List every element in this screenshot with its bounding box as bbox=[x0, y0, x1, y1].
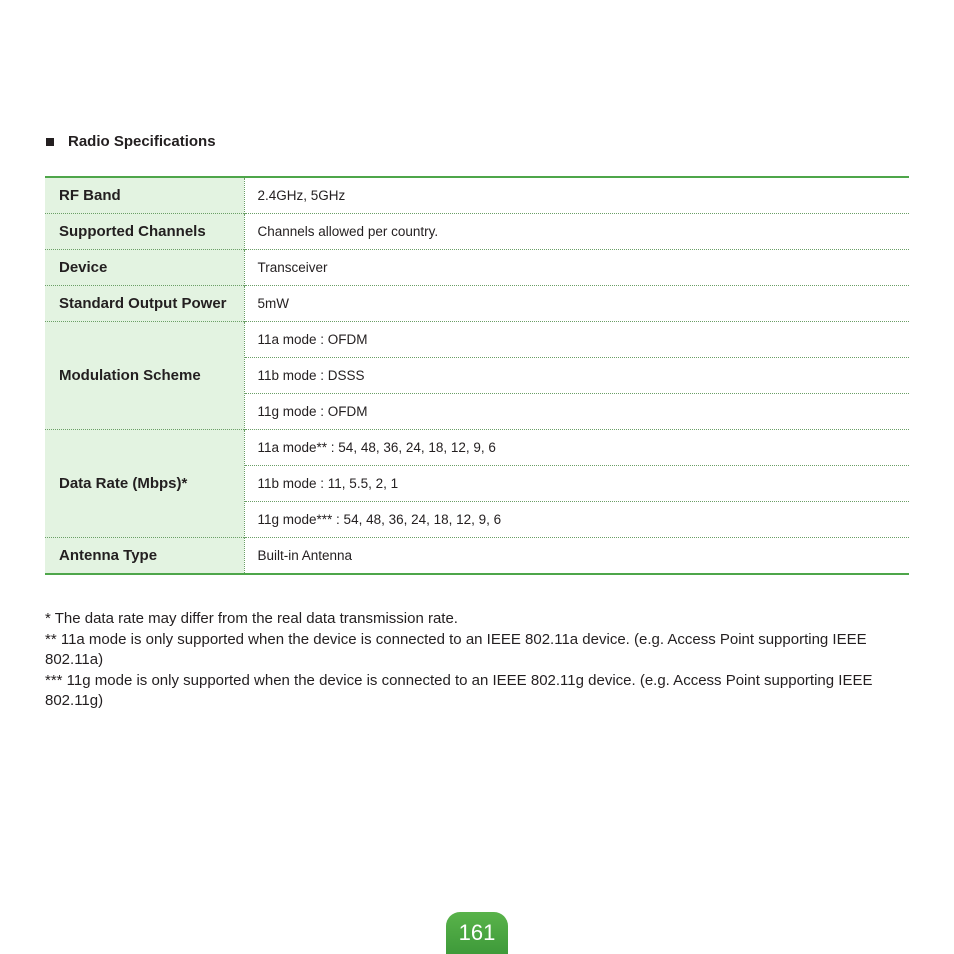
table-row bbox=[45, 538, 909, 575]
spec-value: 11b mode : 11, 5.5, 2, 1 bbox=[244, 466, 909, 502]
spec-value: Transceiver bbox=[244, 250, 909, 286]
footnote: ** 11a mode is only supported when the device is connected to an IEEE 802.11a device. (e.g. Access Point supporting IEEE 802.11a) bbox=[45, 630, 867, 668]
spec-label: RF Band bbox=[45, 177, 244, 214]
table-row bbox=[45, 177, 909, 214]
spec-value: 11a mode : OFDM bbox=[244, 322, 909, 358]
footnotes bbox=[45, 609, 907, 712]
spec-label: Supported Channels bbox=[45, 214, 244, 250]
table-row bbox=[45, 430, 909, 466]
spec-value: Built-in Antenna bbox=[244, 538, 909, 575]
spec-label: Device bbox=[45, 250, 244, 286]
page-number: 161 bbox=[458, 920, 496, 945]
table-row bbox=[45, 250, 909, 286]
spec-label: Data Rate (Mbps)* bbox=[45, 430, 244, 538]
spec-label: Standard Output Power bbox=[45, 286, 244, 322]
spec-value: 11b mode : DSSS bbox=[244, 358, 909, 394]
spec-value: 11g mode : OFDM bbox=[244, 394, 909, 430]
spec-value: 2.4GHz, 5GHz bbox=[257, 188, 346, 203]
table-row bbox=[45, 322, 909, 358]
section-title bbox=[46, 133, 216, 150]
table-row bbox=[45, 214, 909, 250]
footnote: *** 11g mode is only supported when the device is connected to an IEEE 802.11g device. (e.g. Access Point supporting IEEE 802.11g) bbox=[45, 671, 873, 709]
square-bullet-icon bbox=[46, 138, 54, 146]
section-title-text: Radio Specifications bbox=[68, 133, 216, 150]
spec-value: Channels allowed per country. bbox=[244, 214, 909, 250]
table-row bbox=[45, 286, 909, 322]
footnote: * The data rate may differ from the real data transmission rate. bbox=[45, 610, 458, 627]
radio-specifications-table bbox=[45, 176, 909, 575]
page-number-tab bbox=[446, 912, 508, 954]
spec-value: 11g mode*** : 54, 48, 36, 24, 18, 12, 9, 6 bbox=[244, 502, 909, 538]
spec-value: 5mW bbox=[244, 286, 909, 322]
spec-value: 11a mode** : 54, 48, 36, 24, 18, 12, 9, 6 bbox=[244, 430, 909, 466]
spec-label: Antenna Type bbox=[45, 538, 244, 575]
spec-label: Modulation Scheme bbox=[45, 322, 244, 430]
